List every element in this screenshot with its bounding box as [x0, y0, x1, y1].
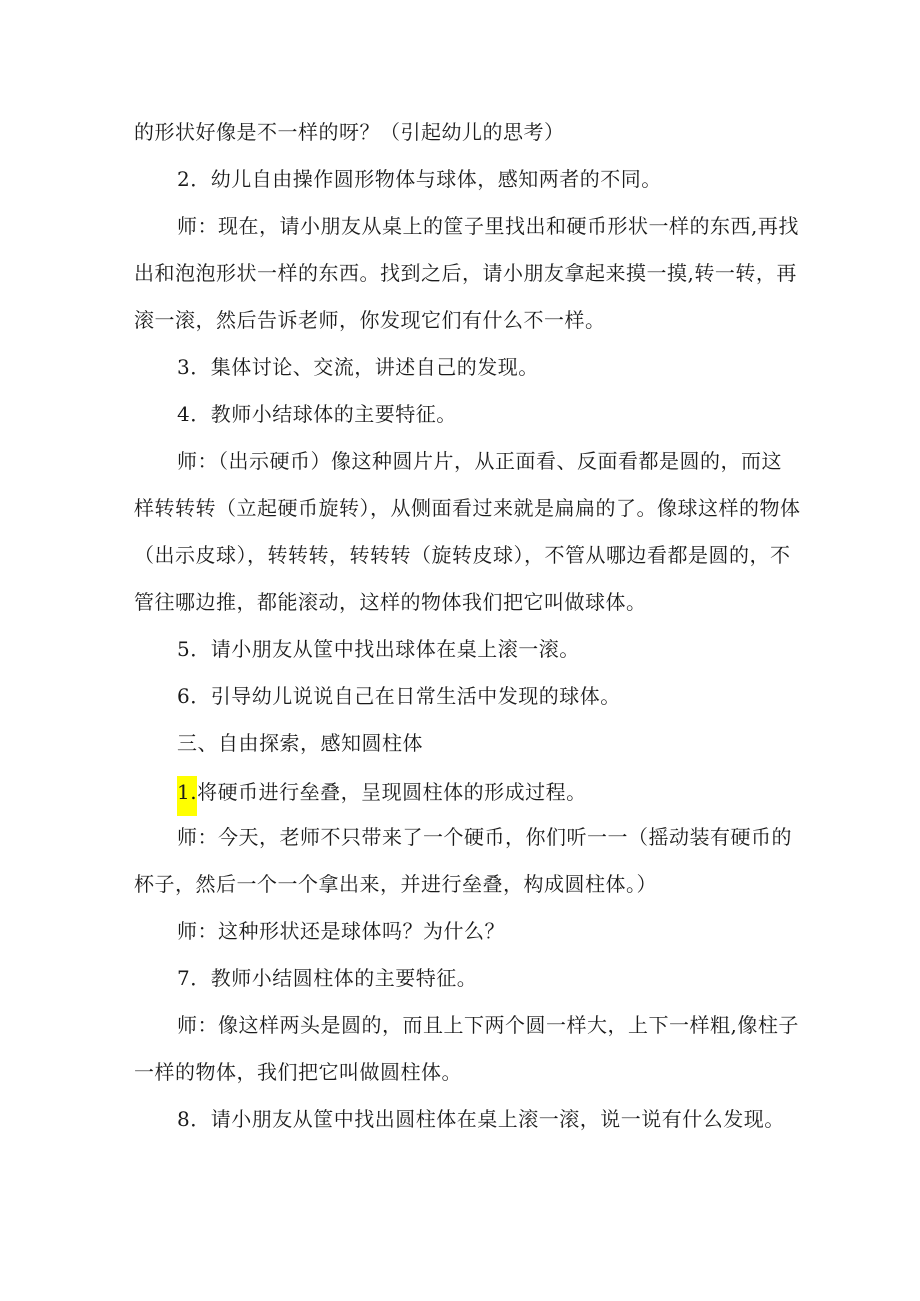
paragraph-line: （出示皮球），转转转，转转转（旋转皮球），不管从哪边看都是圆的，不 [134, 543, 791, 567]
dialogue-line: 师：这种形状还是球体吗？为什么？ [177, 919, 505, 943]
paragraph-line: 管往哪边推，都能滚动，这样的物体我们把它叫做球体。 [134, 590, 647, 614]
paragraph-line: 的形状好像是不一样的呀？（引起幼儿的思考） [134, 120, 565, 144]
list-item-text: 将硬币进行垒叠，呈现圆柱体的形成过程。 [197, 780, 587, 804]
paragraph-line: 一样的物体，我们把它叫做圆柱体。 [134, 1060, 462, 1084]
list-item-4: 4．教师小结球体的主要特征。 [177, 402, 457, 426]
dialogue-line: 师：今天，老师不只带来了一个硬币，你们听一一（摇动装有硬币的 [177, 825, 792, 849]
dialogue-line: 师：像这样两头是圆的，而且上下两个圆一样大，上下一样粗,像柱子 [177, 1013, 799, 1037]
list-item-8: 8．请小朋友从筐中找出圆柱体在桌上滚一滚，说一说有什么发现。 [177, 1107, 785, 1131]
list-item-2: 2．幼儿自由操作圆形物体与球体，感知两者的不同。 [177, 167, 662, 191]
paragraph-line: 滚一滚，然后告诉老师，你发现它们有什么不一样。 [134, 308, 606, 332]
list-item-5: 5．请小朋友从筐中找出球体在桌上滚一滚。 [177, 637, 580, 661]
section-heading: 三、自由探索，感知圆柱体 [177, 731, 423, 755]
list-item-3: 3．集体讨论、交流，讲述自己的发现。 [177, 355, 539, 379]
dialogue-line: 师：现在，请小朋友从桌上的筐子里找出和硬币形状一样的东西,再找 [177, 214, 799, 238]
paragraph-line: 出和泡泡形状一样的东西。找到之后，请小朋友拿起来摸一摸,转一转，再 [134, 261, 797, 285]
dialogue-line: 师：（出示硬币）像这种圆片片，从正面看、反面看都是圆的，而这 [177, 449, 782, 473]
list-item-6: 6．引导幼儿说说自己在日常生活中发现的球体。 [177, 684, 621, 708]
list-item-7: 7．教师小结圆柱体的主要特征。 [177, 966, 478, 990]
list-item-1 [177, 776, 587, 816]
paragraph-line: 杯子，然后一个一个拿出来，并进行垒叠，构成圆柱体。） [134, 872, 657, 896]
highlighted-number: 1. [177, 776, 197, 816]
paragraph-line: 样转转转（立起硬币旋转），从侧面看过来就是扁扁的了。像球这样的物体 [134, 496, 801, 520]
